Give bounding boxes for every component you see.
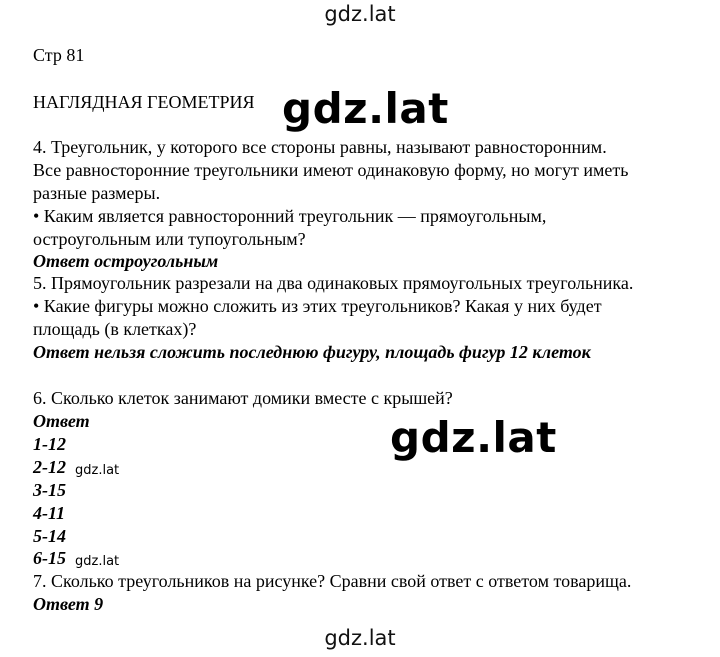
task4-answer: Ответ остроугольным <box>33 251 219 271</box>
watermark-large-2: gdz.lat <box>390 413 557 462</box>
task7-answer: Ответ 9 <box>33 594 104 614</box>
watermark-small-2: gdz.lat <box>75 554 120 569</box>
task4-line5: остроугольным или тупоугольным? <box>33 229 306 249</box>
task4-line2: Все равносторонние треугольники имеют одинаковую форму, но могут иметь <box>33 160 629 180</box>
task4-line1: 4. Треугольник, у которого все стороны равны, называют равносторонним. <box>33 137 607 157</box>
task6-answer-label: Ответ <box>33 411 90 431</box>
task6-answer-6: 6-15 <box>33 548 66 568</box>
task4-line4: • Каким является равносторонний треугольник — прямоугольным, <box>33 206 547 226</box>
watermark-bottom: gdz.lat <box>324 626 396 650</box>
task6-answer-3: 3-15 <box>33 480 66 500</box>
task6-answer-2: 2-12 <box>33 457 66 477</box>
task6-answer-1: 1-12 <box>33 434 66 454</box>
watermark-top: gdz.lat <box>324 2 396 26</box>
task5-line1: 5. Прямоугольник разрезали на два одинаковых прямоугольных треугольника. <box>33 273 634 293</box>
section-title: НАГЛЯДНАЯ ГЕОМЕТРИЯ <box>33 92 255 112</box>
task4-line3: разные размеры. <box>33 183 161 203</box>
task6-line1: 6. Сколько клеток занимают домики вместе с крышей? <box>33 388 453 408</box>
task5-line3: площадь (в клетках)? <box>33 319 197 339</box>
task5-line2: • Какие фигуры можно сложить из этих треугольников? Какая у них будет <box>33 296 602 316</box>
task7-line1: 7. Сколько треугольников на рисунке? Сравни свой ответ с ответом товарища. <box>33 571 632 591</box>
page-label: Стр 81 <box>33 45 85 65</box>
watermark-large-1: gdz.lat <box>282 84 449 133</box>
task5-answer: Ответ нельзя сложить последнюю фигуру, площадь фигур 12 клеток <box>33 342 591 362</box>
task6-answer-5: 5-14 <box>33 526 66 546</box>
task6-answer-4: 4-11 <box>33 503 66 523</box>
watermark-small-1: gdz.lat <box>75 463 120 478</box>
